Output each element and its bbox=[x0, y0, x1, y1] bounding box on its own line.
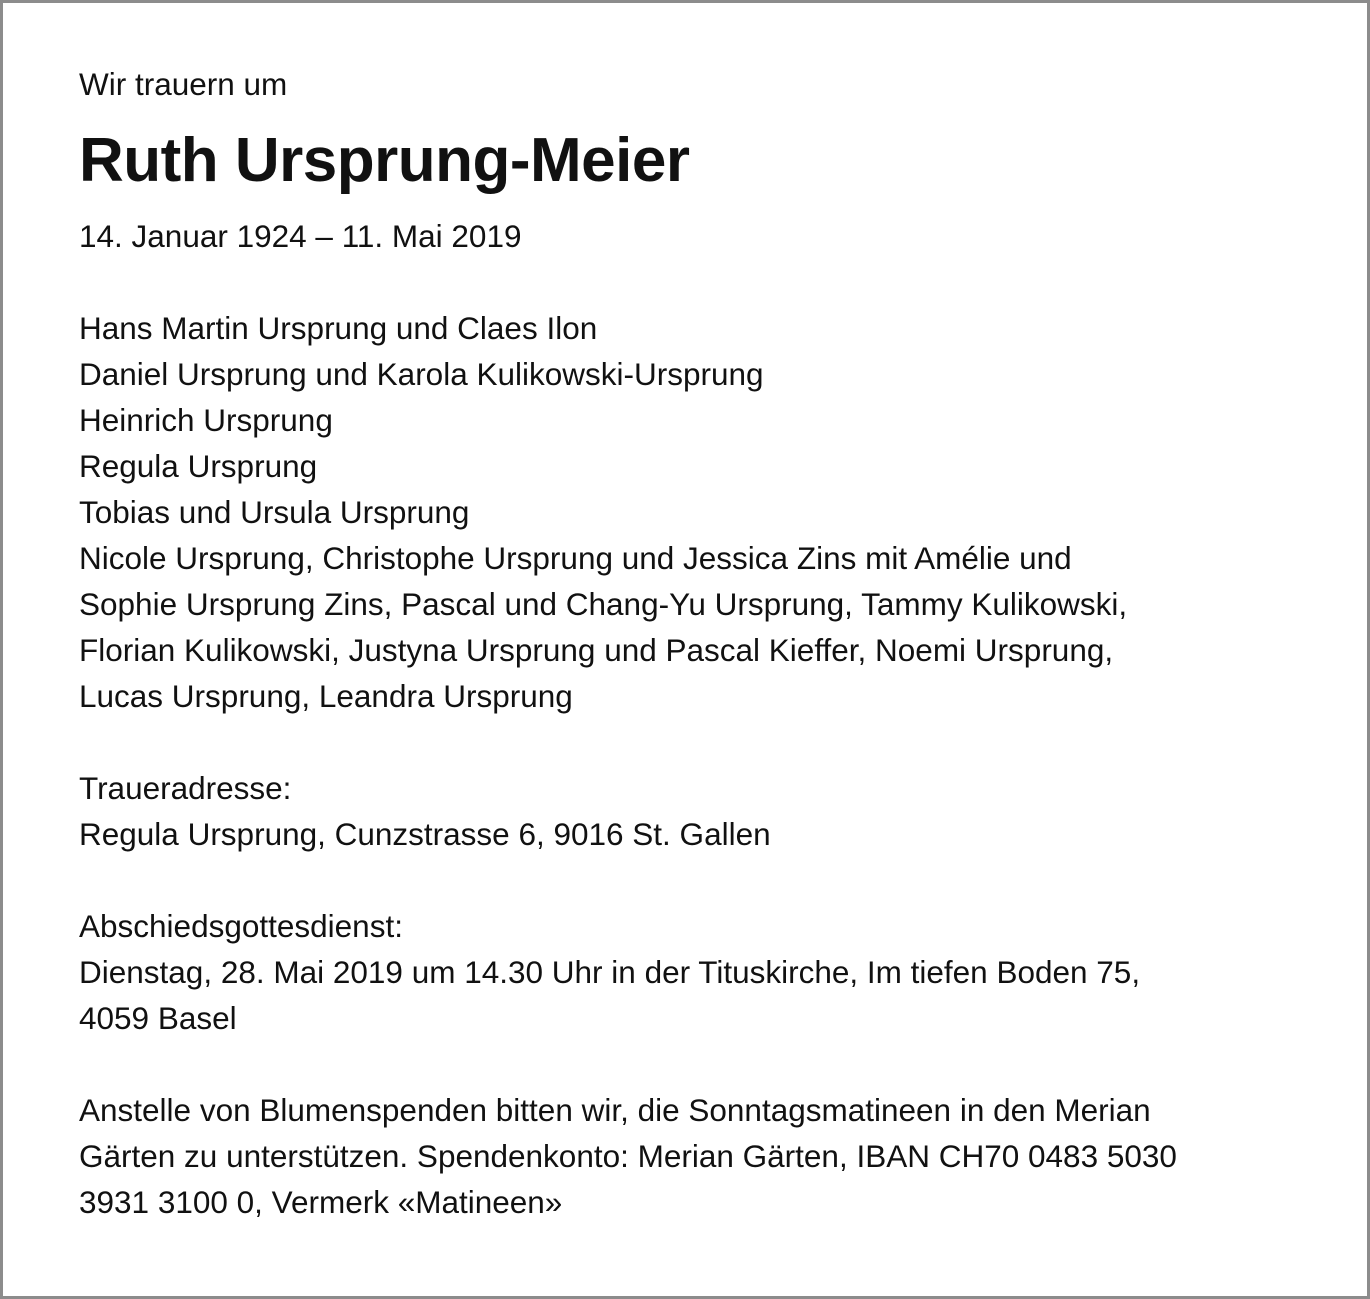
notice-content bbox=[79, 61, 1319, 1225]
mourner-line: Sophie Ursprung Zins, Pascal und Chang-Yu Ursprung, Tammy Kulikowski, bbox=[79, 586, 1128, 622]
address-label: Traueradresse: bbox=[79, 770, 292, 806]
life-dates: 14. Januar 1924 – 11. Mai 2019 bbox=[79, 218, 522, 254]
mourner-line: Regula Ursprung bbox=[79, 448, 318, 484]
mourner-line: Lucas Ursprung, Leandra Ursprung bbox=[79, 678, 573, 714]
donation-line: 3931 3100 0, Vermerk «Matineen» bbox=[79, 1184, 563, 1220]
mourning-address bbox=[79, 765, 1319, 857]
service-label: Abschiedsgottesdienst: bbox=[79, 908, 403, 944]
intro-text: Wir trauern um bbox=[79, 66, 288, 102]
mourner-line: Daniel Ursprung und Karola Kulikowski-Ursprung bbox=[79, 356, 764, 392]
mourner-line: Hans Martin Ursprung und Claes Ilon bbox=[79, 310, 598, 346]
service-line: Dienstag, 28. Mai 2019 um 14.30 Uhr in der Tituskirche, Im tiefen Boden 75, bbox=[79, 954, 1141, 990]
mourners-list bbox=[79, 305, 1319, 719]
farewell-service bbox=[79, 903, 1319, 1041]
service-line: 4059 Basel bbox=[79, 1000, 237, 1036]
mourner-line: Nicole Ursprung, Christophe Ursprung und Jessica Zins mit Amélie und bbox=[79, 540, 1072, 576]
address-value: Regula Ursprung, Cunzstrasse 6, 9016 St. Gallen bbox=[79, 816, 771, 852]
mourner-line: Heinrich Ursprung bbox=[79, 402, 333, 438]
mourner-line: Florian Kulikowski, Justyna Ursprung und Pascal Kieffer, Noemi Ursprung, bbox=[79, 632, 1114, 668]
donation-line: Gärten zu unterstützen. Spendenkonto: Merian Gärten, IBAN CH70 0483 5030 bbox=[79, 1138, 1177, 1174]
mourner-line: Tobias und Ursula Ursprung bbox=[79, 494, 470, 530]
deceased-name: Ruth Ursprung-Meier bbox=[79, 126, 690, 195]
donation-note bbox=[79, 1087, 1319, 1225]
donation-line: Anstelle von Blumenspenden bitten wir, die Sonntagsmatineen in den Merian bbox=[79, 1092, 1151, 1128]
